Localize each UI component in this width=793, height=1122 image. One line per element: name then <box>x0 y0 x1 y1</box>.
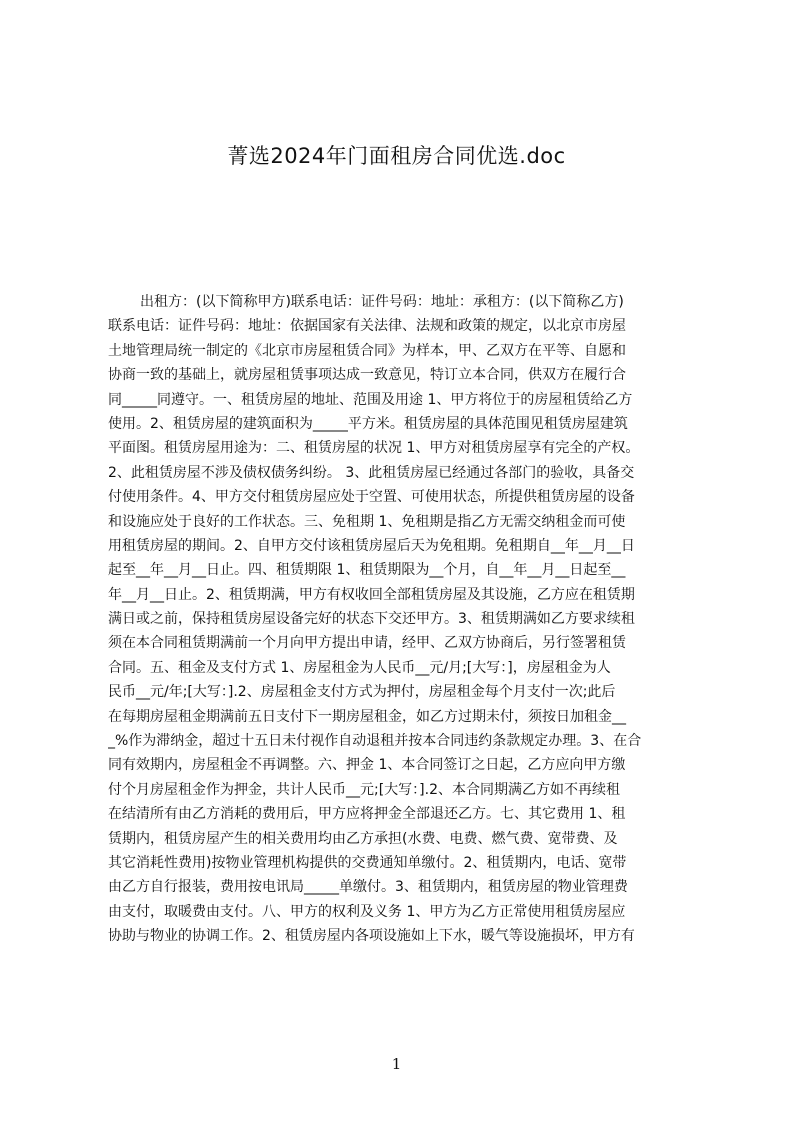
body-line: 由乙方自行报装，费用按电讯局_____单缴付。3、租赁期内，租赁房屋的物业管理费 <box>108 879 628 896</box>
document-title: 菁选2024年门面租房合同优选.doc <box>227 144 566 168</box>
body-line: 2、此租赁房屋不涉及债权债务纠纷。 3、此租赁房屋已经通过各部门的验收，具备交 <box>108 464 635 481</box>
body-line: 同有效期内，房屋租金不再调整。六、押金 1、本合同签订之日起，乙方应向甲方缴 <box>108 757 626 774</box>
body-line: 民币__元/年;[大写：].2、房屋租金支付方式为押付，房屋租金每个月支付一次;此后 <box>108 684 616 701</box>
body-line: 同_____同遵守。一、租赁房屋的地址、范围及用途 1、甲方将位于的房屋租赁给乙方 <box>108 391 633 408</box>
contract-body <box>108 290 698 949</box>
body-line: 在结清所有由乙方消耗的费用后，甲方应将押金全部退还乙方。七、其它费用 1、租 <box>108 806 626 823</box>
body-line: 协助与物业的协调工作。2、租赁房屋内各项设施如上下水，暖气等设施损坏，甲方有 <box>108 928 635 945</box>
body-line: 用租赁房屋的期间。2、自甲方交付该租赁房屋后天为免租期。免租期自__年__月__日 <box>108 537 635 554</box>
body-line: 出租方：(以下简称甲方)联系电话：证件号码：地址：承租方：(以下简称乙方) <box>140 294 624 310</box>
body-line: 年__月__日止。2、租赁期满，甲方有权收回全部租赁房屋及其设施，乙方应在租赁期 <box>108 586 635 603</box>
body-line: 付个月房屋租金作为押金，共计人民币__元;[大写：].2、本合同期满乙方如不再续租 <box>108 781 620 798</box>
body-line: 在每期房屋租金期满前五日支付下一期房屋租金，如乙方过期未付，须按日加租金__ <box>108 708 626 725</box>
body-line: 使用。2、租赁房屋的建筑面积为_____平方米。租赁房屋的具体范围见租赁房屋建筑 <box>108 415 628 432</box>
body-line: 由支付，取暖费由支付。八、甲方的权利及义务 1、甲方为乙方正常使用租赁房屋应 <box>108 903 626 920</box>
body-line: 须在本合同租赁期满前一个月向甲方提出申请，经甲、乙双方协商后，另行签署租赁 <box>108 635 626 652</box>
body-line: 付使用条件。4、甲方交付租赁房屋应处于空置、可使用状态，所提供租赁房屋的设备 <box>108 489 635 506</box>
body-line: 其它消耗性费用)按物业管理机构提供的交费通知单缴付。2、租赁期内，电话、宽带 <box>108 854 627 871</box>
body-line: 起至__年__月__日止。四、租赁期限 1、租赁期限为__个月，自__年__月__日起至__ <box>108 562 626 579</box>
body-line: 联系电话：证件号码：地址：依据国家有关法律、法规和政策的规定，以北京市房屋 <box>108 318 626 335</box>
body-line: _%作为滞纳金，超过十五日未付视作自动退租并按本合同违约条款规定办理。3、在合 <box>108 733 642 750</box>
body-line: 土地管理局统一制定的《北京市房屋租赁合同》为样本，甲、乙双方在平等、自愿和 <box>108 342 626 359</box>
body-line: 赁期内，租赁房屋产生的相关费用均由乙方承担(水费、电费、燃气费、宽带费、及 <box>108 830 618 847</box>
body-line: 协商一致的基础上，就房屋租赁事项达成一致意见，特订立本合同，供双方在履行合 <box>108 367 626 384</box>
body-line: 满日或之前，保持租赁房屋设备完好的状态下交还甲方。3、租赁期满如乙方要求续租 <box>108 611 635 628</box>
body-line: 合同。五、租金及支付方式 1、房屋租金为人民币__元/月;[大写：]，房屋租金为人 <box>108 659 611 676</box>
body-line: 和设施应处于良好的工作状态。三、免租期 1、免租期是指乙方无需交纳租金而可使 <box>108 513 626 530</box>
body-line: 平面图。租赁房屋用途为：二、租赁房屋的状况 1、甲方对租赁房屋享有完全的产权。 <box>108 440 640 457</box>
page-number: 1 <box>391 1055 402 1073</box>
